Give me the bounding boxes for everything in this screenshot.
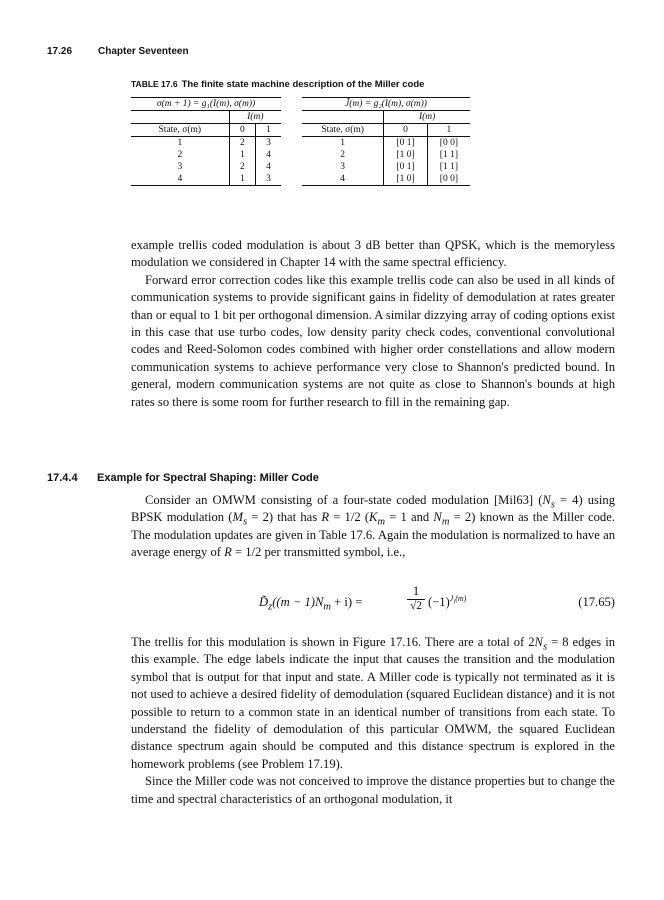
paragraph: Since the Miller code was not conceived to improve the distance properties but to change the time and spectral characteristics of an orthogonal modulation, it xyxy=(131,774,615,806)
paragraph: Consider an OMWM consisting of a four-state coded modulation [Mil63] $(N_s = 4)$ using BPSK modulation $(M_s = 2)$ that has R = 1/2 ($K_m = 1$ and $N_m = 2$) known as the Miller code. The modulation updates are given in Table 17.6. Again the modulation is normalized to have an average energy of R = 1/2 per transmitted symbol, i.e., xyxy=(131,493,615,560)
paragraph: Forward error correction codes like this example trellis code can also be used in all kinds of communication systems to provide significant gains in fidelity of demodulation at rates greater than or equal to 1 bit per orthogonal dimension. A similar dizzying array of coding options exist in this case that use turbo codes, low density parity check codes, conventional convolutional codes and Reed-Solomon codes combined with higher order constellations and allow modern communication systems to achieve performance very close to Shannon's predicted bound. In general, modern communication systems are not quite as close to Shannon's bounds at high rates so there is some room for further research to fill in the remaining gap. xyxy=(131,272,615,409)
table-label: TABLE 17.6 xyxy=(131,79,178,89)
output-table xyxy=(302,97,470,186)
table-row: 1 [0 1] [0 0] xyxy=(302,137,470,150)
table-row: 3 [0 1] [1 1] xyxy=(302,161,470,173)
equation-fraction: $\frac{1}{√2}$ xyxy=(407,584,425,612)
input-header: I(m) xyxy=(384,111,470,124)
table-title: J̃(m) = g₂(I(m), σ(m)) xyxy=(302,98,470,111)
table-row: 1 2 3 xyxy=(131,137,281,150)
section-number: 17.4.4 xyxy=(47,472,78,484)
body-text-top xyxy=(131,237,615,411)
state-transition-table xyxy=(131,97,281,186)
equation-number: (17.65) xyxy=(578,595,615,609)
equation-rhs: $(-1)^{J_i(m)}$ xyxy=(428,593,467,609)
section-heading xyxy=(47,472,319,484)
table-row: 4 1 3 xyxy=(131,173,281,186)
column-header: 1 xyxy=(256,124,282,137)
page-number: 17.26 xyxy=(47,46,73,57)
table-row: 2 [1 0] [1 1] xyxy=(302,149,470,161)
section-title: Example for Spectral Shaping: Miller Code xyxy=(97,472,319,484)
state-column-header: State, σ(m) xyxy=(302,124,384,137)
table-row: 4 [1 0] [0 0] xyxy=(302,173,470,186)
equation-17-65 xyxy=(131,584,615,620)
table-row: 3 2 4 xyxy=(131,161,281,173)
input-header: I(m) xyxy=(229,111,281,124)
table-row: 2 1 4 xyxy=(131,149,281,161)
paragraph: example trellis coded modulation is about 3 dB better than QPSK, which is the memoryless modulation we considered in Chapter 14 with the same spectral efficiency. xyxy=(131,238,615,270)
column-header: 0 xyxy=(229,124,255,137)
column-header: 0 xyxy=(384,124,428,137)
running-header xyxy=(47,46,189,57)
paragraph: The trellis for this modulation is shown in Figure 17.16. There are a total of $2N_s = 8$ edges in this example. The edge labels indicate the input that causes the transition and the modulation symbol that is output for that input and state. A Miller code is typically not terminated as it is not used to achieve a desired fidelity of demodulation (squared Euclidean distance) and it is not possible to return to a common state in an identical number of transitions from each state. To understand the fidelity of demodulation of this particular OMWM, the squared Euclidean distance spectrum again should be computed and this distance spectrum is explored in the homework problems (see Problem 17.19). xyxy=(131,635,616,771)
body-text-miller xyxy=(131,492,615,562)
equation-lhs: $D̃_z((m - 1)N_m + i)$ = xyxy=(259,595,363,613)
table-title: σ(m + 1) = g₁(I(m), σ(m)) xyxy=(131,98,281,111)
column-header: 1 xyxy=(427,124,470,137)
state-column-header: State, σ(m) xyxy=(131,124,229,137)
chapter-title: Chapter Seventeen xyxy=(98,46,189,57)
body-text-trellis xyxy=(131,634,615,808)
table-caption xyxy=(131,79,424,90)
table-caption-text: The finite state machine description of the Miller code xyxy=(181,79,425,90)
